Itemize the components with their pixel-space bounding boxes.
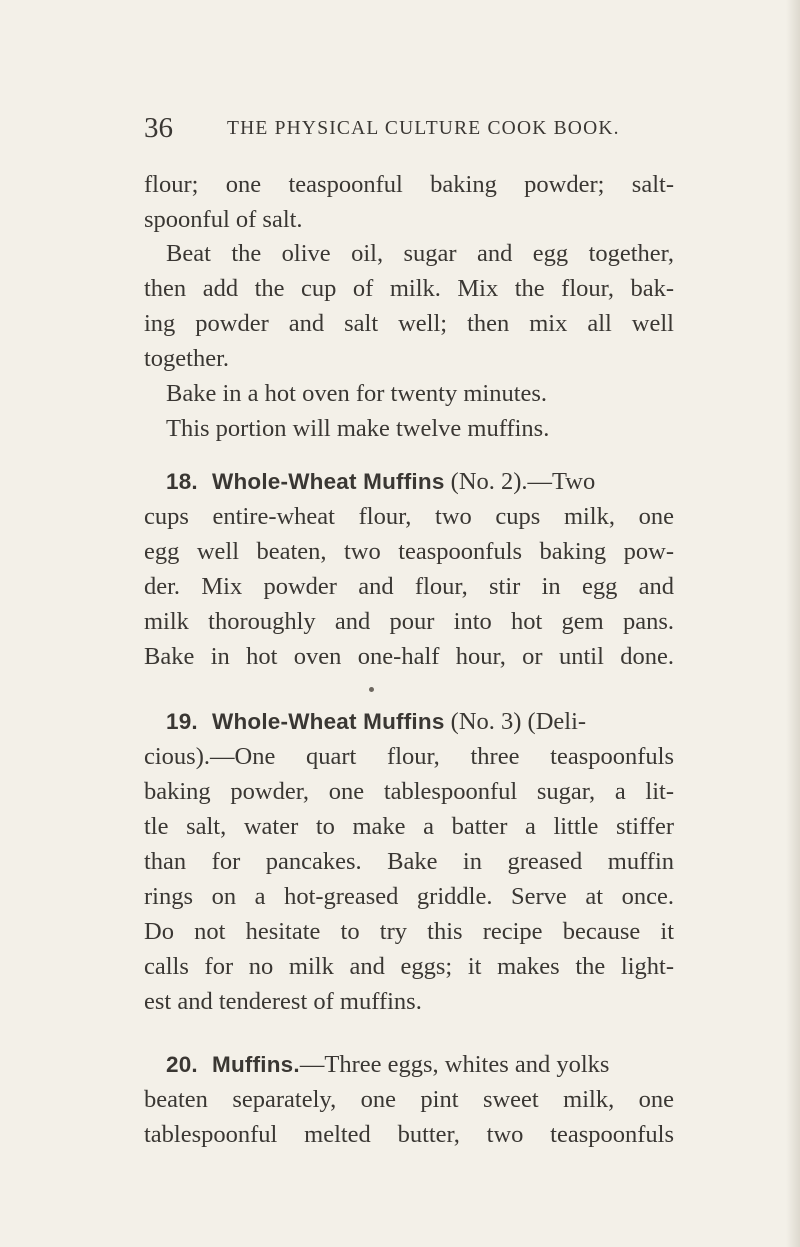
print-speck (369, 687, 374, 692)
recipe-number: 18. (166, 469, 198, 494)
recipe-text: (No. 3) (Deli- (444, 708, 587, 735)
page-number: 36 (144, 112, 173, 144)
paragraph-first-line: Beat the olive oil, sugar and egg together, (166, 240, 674, 267)
text-line: flour; one teaspoonful baking powder; salt- (144, 171, 674, 198)
recipe-text: —Three eggs, whites and yolks (299, 1051, 610, 1078)
text-line: cups entire-wheat flour, two cups milk, one (144, 503, 674, 530)
text-line: ing powder and salt well; then mix all well (144, 310, 674, 337)
recipe-title: Muffins. (212, 1052, 300, 1077)
text-line: baking powder, one tablespoonful sugar, a lit- (144, 778, 674, 805)
paragraph-line: This portion will make twelve muffins. (166, 415, 550, 442)
recipe-title: Whole-Wheat Muffins (212, 469, 445, 494)
text-line: than for pancakes. Bake in greased muffin (144, 848, 674, 875)
text-line: beaten separately, one pint sweet milk, one (144, 1086, 674, 1113)
text-line: Bake in hot oven one-half hour, or until done. (144, 643, 674, 670)
text-line: rings on a hot-greased griddle. Serve at once. (144, 883, 674, 910)
recipe-text: (No. 2).—Two (444, 468, 596, 495)
page-header (144, 112, 664, 152)
recipe-number: 20. (166, 1052, 198, 1077)
text-line: spoonful of salt. (144, 206, 303, 233)
text-line: Do not hesitate to try this recipe because it (144, 918, 674, 945)
text-line: est and tenderest of muffins. (144, 988, 422, 1015)
recipe-18-first-line (166, 465, 674, 499)
text-line: egg well beaten, two teaspoonfuls baking pow- (144, 538, 674, 565)
text-line: tablespoonful melted butter, two teaspoonfuls (144, 1121, 674, 1148)
text-line: der. Mix powder and flour, stir in egg and (144, 573, 674, 600)
recipe-number: 19. (166, 709, 198, 734)
page-edge-shadow (786, 0, 800, 1247)
text-line: then add the cup of milk. Mix the flour, bak- (144, 275, 674, 302)
recipe-19-first-line (166, 705, 674, 739)
text-line: tle salt, water to make a batter a little stiffer (144, 813, 674, 840)
paragraph-line: Bake in a hot oven for twenty minutes. (166, 380, 548, 407)
running-head: THE PHYSICAL CULTURE COOK BOOK. (227, 118, 620, 139)
text-line: milk thoroughly and pour into hot gem pans. (144, 608, 674, 635)
recipe-20-first-line (166, 1048, 674, 1082)
text-line: calls for no milk and eggs; it makes the light- (144, 953, 674, 980)
recipe-title: Whole-Wheat Muffins (212, 709, 445, 734)
text-line: cious).—One quart flour, three teaspoonfuls (144, 743, 674, 770)
text-line: together. (144, 345, 230, 372)
